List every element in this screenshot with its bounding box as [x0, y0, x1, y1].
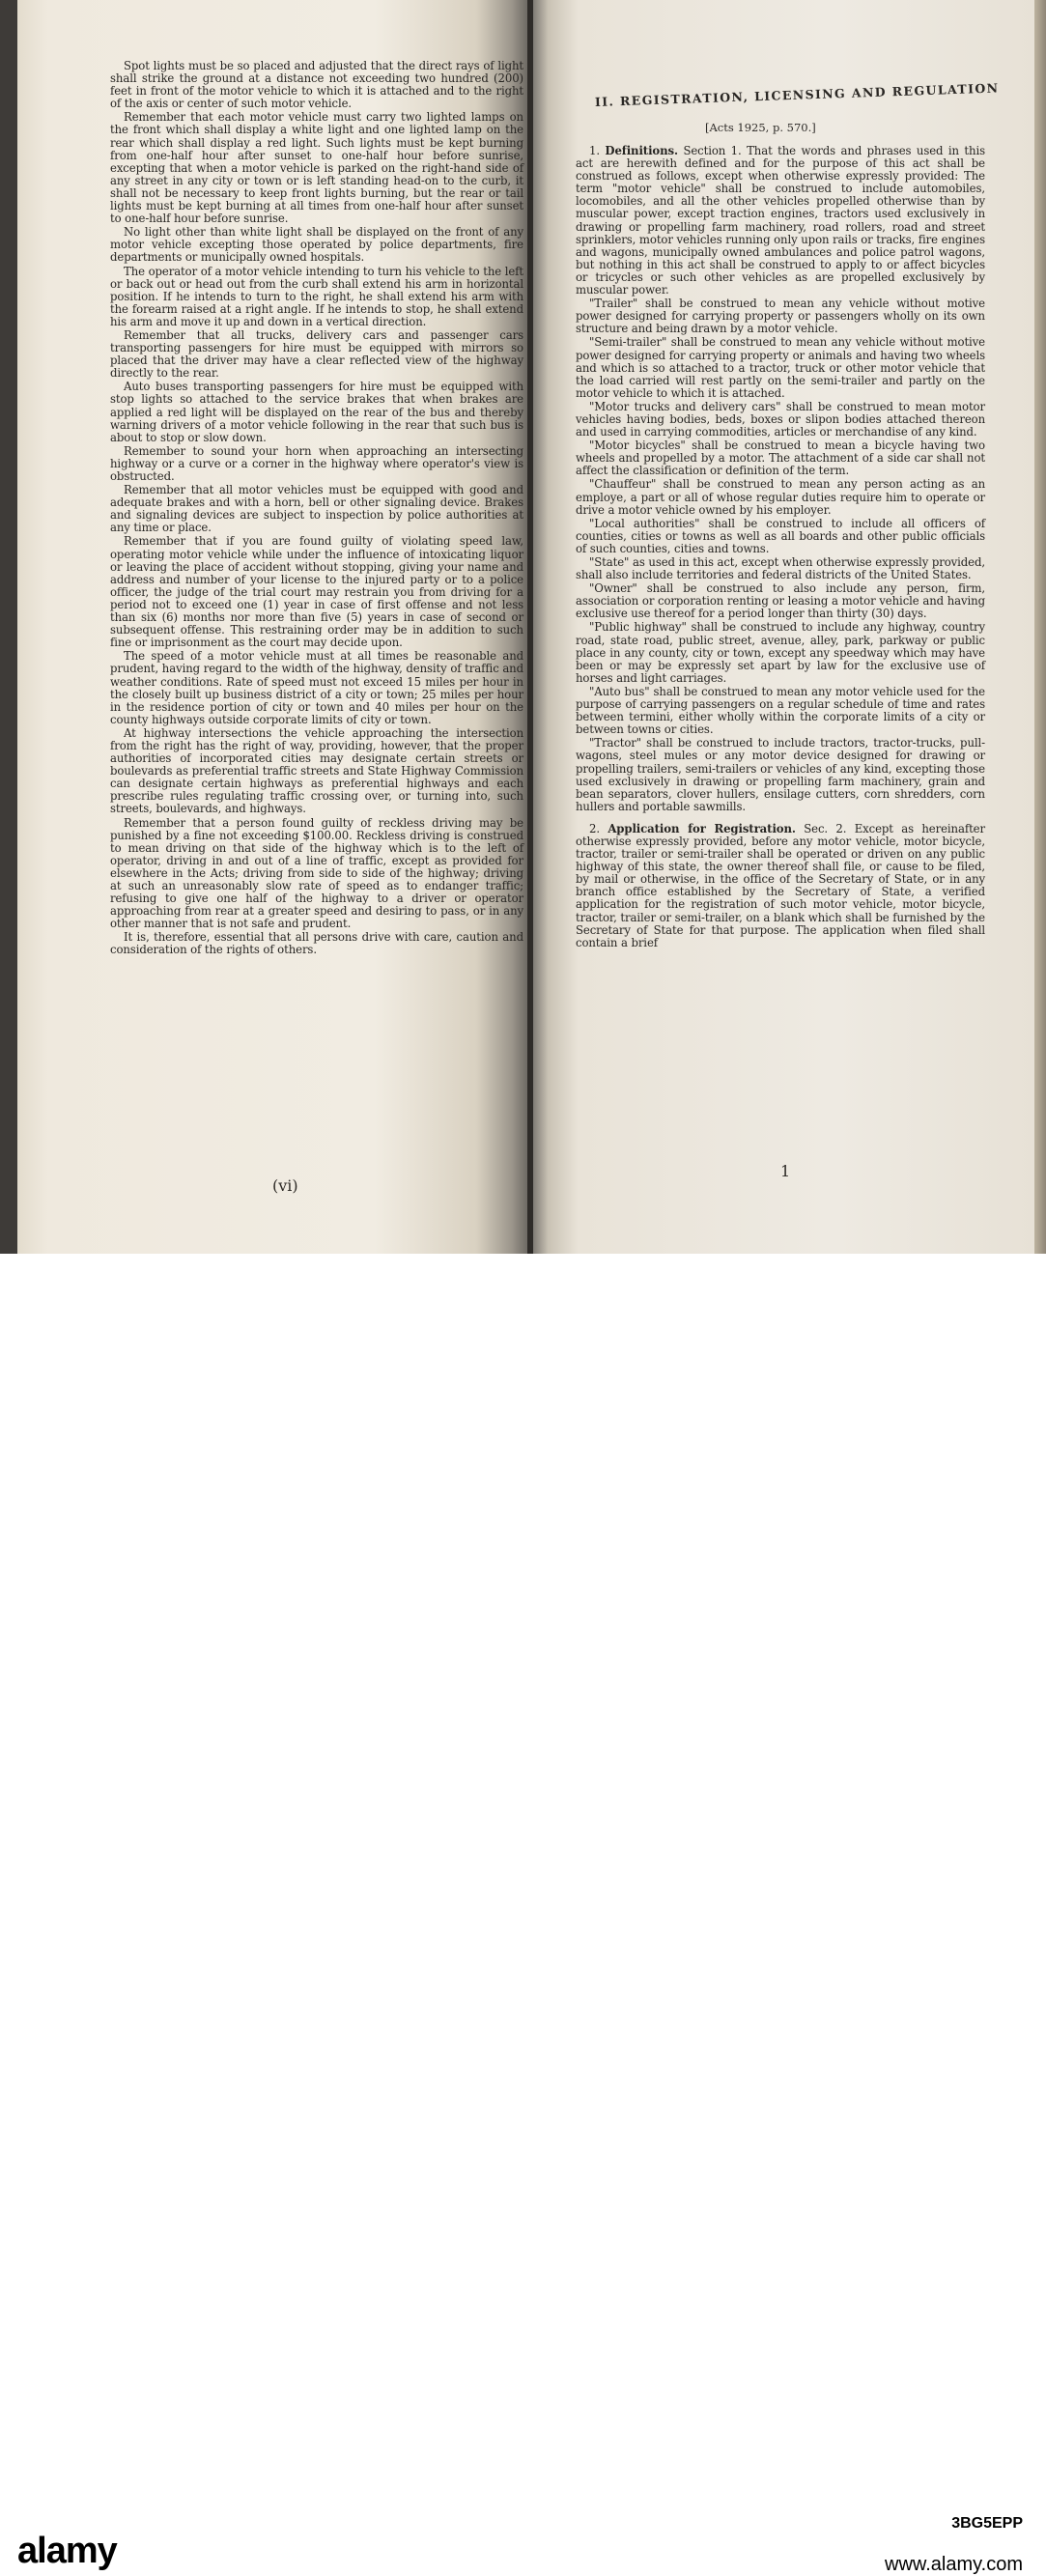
page-number: (vi) [272, 1176, 298, 1195]
paragraph: Remember that if you are found guilty of violating speed law, operating motor vehicle while under the influence of intoxicating liquor or leaving the place of accident without stopping, giving your name and address and number of your license to the injured party or to a police officer, the judge of the trial court may restrain you from driving for a period not to exceed one (1) year in case of first offense and not less than six (6) months nor more than five (5) years in case of second or subsequent offense. This restraining order may be in addition to such fine or imprisonment as the court may decide upon. [110, 534, 523, 650]
paragraph: Remember to sound your horn when approaching an intersecting highway or a curve or a corner in the highway where operator's view is obstructed. [110, 443, 523, 483]
definition-paragraph: "Trailer" shall be construed to mean any vehicle without motive power designed for carrying property or passengers wholly on its own structure and being drawn by a motor vehicle. [576, 297, 985, 336]
left-page-text [110, 60, 523, 957]
section-definitions [576, 145, 985, 297]
section-heading: Application for Registration. [608, 821, 796, 835]
definition-paragraph: "Local authorities" shall be construed to include all officers of counties, cities or towns as well as all boards and other public officials of such counties, cities and towns. [576, 516, 985, 555]
paragraph: It is, therefore, essential that all persons drive with care, caution and consideration of the rights of others. [110, 930, 523, 957]
paragraph: At highway intersections the vehicle approaching the intersection from the right has the right of way, providing, however, that the proper authorities of incorporated cities may designate certain streets or boulevards as preferential traffic streets and State Highway Commission can designate certain highways as preferential highways and each prescribe rules regulating traffic crossing over, or turning into, such streets, boulevards, and highways. [110, 725, 523, 816]
alamy-logo: alamy [17, 2531, 117, 2571]
definition-paragraph: "Chauffeur" shall be construed to mean any person acting as an employe, a part or all of whose regular duties require him to operate or drive a motor vehicle owned by his employer. [576, 477, 985, 517]
image-id: 3BG5EPP [951, 2515, 1023, 2532]
right-page [533, 0, 1034, 1254]
paragraph: Remember that each motor vehicle must carry two lighted lamps on the front which shall display a white light and one lighted lamp on the rear which shall display a red light. Such lights must be kept burning from one-half hour after sunset to one-half hour before sunrise, excepting that when a motor vehicle is parked on the right-hand side of any street in any city or town or is left standing head-on to the curb, it shall not be necessary to keep front lights burning, but the rear or tail lights must be kept burning at all times from one-half hour after sunset to one-half hour before sunrise. [110, 110, 523, 226]
section-number: 2. [589, 821, 600, 835]
definition-paragraph: "Motor trucks and delivery cars" shall be construed to mean motor vehicles having bodies, beds, boxes or slipon bodies attached thereon and used in carrying commodities, articles or merchandise of any kind. [576, 399, 985, 439]
paragraph: Auto buses transporting passengers for hire must be equipped with stop lights so attached to the service brakes that when brakes are applied a red light will be displayed on the rear of the bus and thereby warning drivers of a motor vehicle following in the rear that such bus is about to stop or slow down. [110, 380, 523, 444]
paragraph: The speed of a motor vehicle must at all times be reasonable and prudent, having regard to the width of the highway, density of traffic and weather conditions. Rate of speed must not exceed 15 miles per hour in the closely built up business district of a city or town; 25 miles per hour in the residence portion of city or town and 40 miles per hour on the county highways outside corporate limits of city or town. [110, 649, 523, 726]
paragraph: Remember that all motor vehicles must be equipped with good and adequate brakes and with a horn, bell or other signaling device. Brakes and signaling devices are subject to inspection by police authorities at any time or place. [110, 483, 523, 535]
definition-paragraph: "Motor bicycles" shall be construed to mean a bicycle having two wheels and propelled by a motor. The attachment of a side car shall not affect the classification or definition of the term. [576, 439, 985, 478]
stock-url: www.alamy.com [885, 2554, 1023, 2575]
paragraph: The operator of a motor vehicle intending to turn his vehicle to the left or back out or head out from the curb shall extend his arm in horizontal position. If he intends to turn to the right, he shall extend his arm with the forearm raised at a right angle. If he intends to stop, he shall extend his arm and move it up and down in a vertical direction. [110, 264, 523, 328]
watermark-strip [0, 1254, 1046, 2575]
definition-paragraph: "Tractor" shall be construed to include tractors, tractor-trucks, pull-wagons, steel mules or any motor device designed for drawing or propelling trailers, semi-trailers or vehicles of any kind, excepting those used exclusively in drawing or propelling farm machinery, grain and bean separators, clover hullers, ensilage cutters, corn shredders, corn hullers and portable sawmills. [576, 736, 985, 813]
definition-paragraph: "Owner" shall be construed to also include any person, firm, association or corporation renting or leasing a motor vehicle and having exclusive use thereof for a period longer than thirty (30) days. [576, 581, 985, 621]
section-application [576, 823, 985, 949]
paragraph: No light other than white light shall be displayed on the front of any motor vehicle excepting those operated by police departments, fire departments or municipally owned hospitals. [110, 225, 523, 265]
definition-paragraph: "State" as used in this act, except when otherwise expressly provided, shall also include territories and federal districts of the United States. [576, 555, 985, 582]
section-heading: Definitions. [605, 144, 678, 157]
section-text: Sec. 2. Except as hereinafter otherwise expressly provided, before any motor vehicle, motor bicycle, tractor, trailer or semi-trailer shall be operated or driven on any public highway of this state, the owner thereof shall file, or cause to be filed, by mail or otherwise, in the office of the Secretary of State, or in any branch office established by the Secretary of State, a verified application for the registration of such motor vehicle, motor bicycle, tractor, trailer or semi-trailer, on a blank which shall be furnished by the Secretary of State for that purpose. The application when filed shall contain a brief [576, 821, 985, 949]
definition-paragraph: "Auto bus" shall be construed to mean any motor vehicle used for the purpose of carrying passengers on a regular schedule of time and rates between termini, either wholly within the corporate limits of a city or between towns or cities. [576, 684, 985, 737]
acts-reference: [Acts 1925, p. 570.] [705, 121, 816, 134]
page-edge [1034, 0, 1046, 1254]
definition-paragraph: "Semi-trailer" shall be construed to mean any vehicle without motive power designed for carrying property or animals and having two wheels and which is so attached to a tractor, truck or other motor vehicle that the load carried will rest partly on the semi-trailer and partly on the motor vehicle to which it is attached. [576, 335, 985, 400]
section-text: Section 1. That the words and phrases used in this act are herewith defined and for the purpose of this act shall be construed as follows, except when otherwise expressly provided: The term "motor vehicle" shall be construed to include automobiles, locomobiles, and all the other vehicles propelled otherwise than by muscular power, except traction engines, tractors used exclusively in drawing or propelling farm machinery, road rollers, road and street sprinklers, motor vehicles running only upon rails or tracks, fire engines and wagons, municipally owned ambulances and police patrol wagons, but nothing in this act shall be construed to apply to or affect bicycles or tricycles or such other vehicles as are propelled exclusively by muscular power. [576, 144, 985, 297]
book-scan [0, 0, 1046, 1254]
paragraph: Remember that a person found guilty of reckless driving may be punished by a fine not exceeding $100.00. Reckless driving is construed to mean driving on that side of the highway which is to the left of operator, driving in and out of a line of traffic, except as provided for elsewhere in the Acts; driving from side to side of the highway; driving at such an unreasonably slow rate of speed as to endanger traffic; refusing to give one half of the highway to a driver or operator approaching from rear at a greater speed and desiring to pass, or in any other manner that is not safe and prudent. [110, 815, 523, 931]
section-number: 1. [589, 144, 600, 157]
paragraph: Spot lights must be so placed and adjusted that the direct rays of light shall strike the ground at a distance not exceeding two hundred (200) feet in front of the motor vehicle to which it is attached and to the right of the axis or center of such motor vehicle. [110, 59, 523, 111]
right-page-text [576, 145, 985, 949]
definition-paragraph: "Public highway" shall be construed to include any highway, country road, state road, public street, avenue, alley, park, parkway or public place in any county, city or town, except any speedway which may have been or may be expressly set apart by law for the exclusive use of horses and light carriages. [576, 620, 985, 685]
left-page [17, 0, 527, 1254]
chapter-title: II. REGISTRATION, LICENSING AND REGULATION [594, 80, 1000, 109]
paragraph: Remember that all trucks, delivery cars and passenger cars transporting passengers for hire must be equipped with mirrors so placed that the driver may have a clear reflected view of the highway directly to the rear. [110, 327, 523, 381]
page-number: 1 [780, 1162, 791, 1180]
